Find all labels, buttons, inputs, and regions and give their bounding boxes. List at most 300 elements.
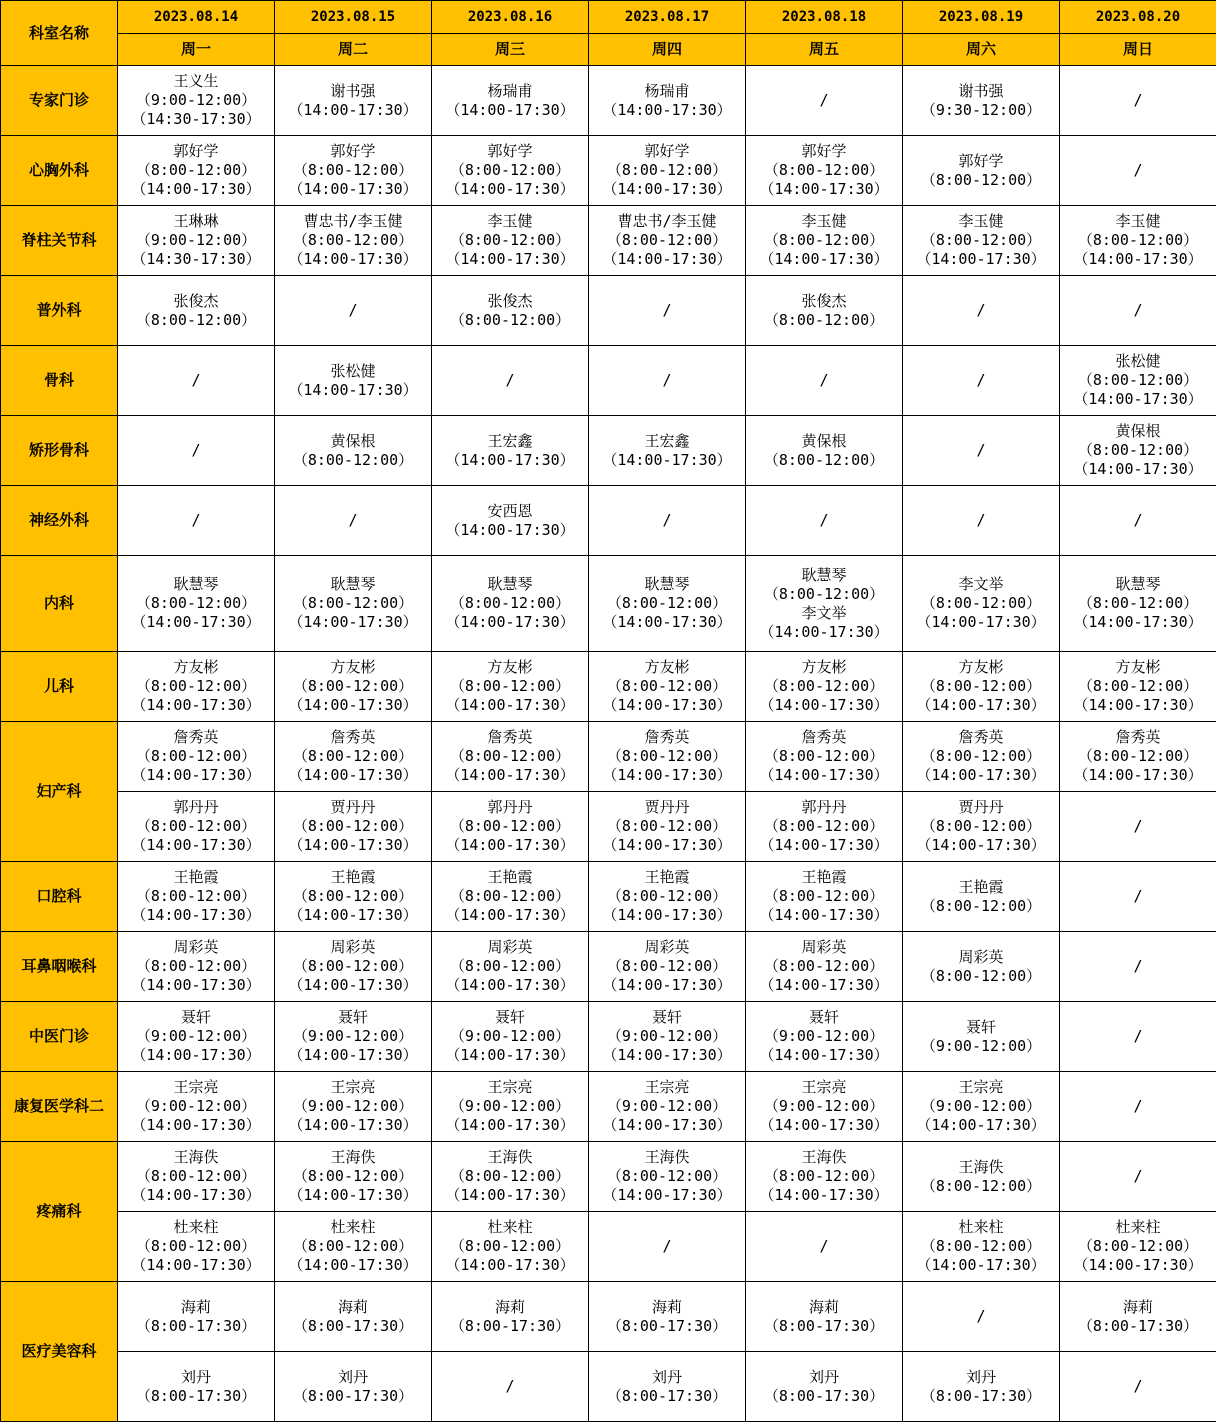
time-slot: （8:00-12:00） [1060,594,1216,613]
schedule-row [1,1002,1216,1072]
doctor-name: / [903,1307,1059,1326]
time-slot: （8:00-12:00） [432,747,588,766]
doctor-name: 王宗亮 [432,1078,588,1097]
doctor-name: 王海佚 [432,1148,588,1167]
time-slot: （14:00-17:30） [1060,460,1216,479]
schedule-cell [746,1282,903,1352]
time-slot: （14:00-17:30） [275,1256,431,1275]
schedule-cell [432,932,589,1002]
time-slot: （8:00-17:30） [903,1387,1059,1406]
doctor-name: 聂轩 [589,1008,745,1027]
doctor-name: / [118,371,274,390]
doctor-name: / [1060,1027,1216,1046]
time-slot: （14:00-17:30） [903,613,1059,632]
schedule-cell [432,1282,589,1352]
schedule-row [1,486,1216,556]
doctor-name: 周彩英 [746,938,902,957]
doctor-name: 方友彬 [746,658,902,677]
doctor-name: 王艳霞 [746,868,902,887]
time-slot: （14:00-17:30） [275,976,431,995]
weekday-header: 周二 [275,34,432,66]
schedule-cell [903,416,1060,486]
doctor-name: 杨瑞甫 [589,82,745,101]
doctor-name: 郭好学 [746,142,902,161]
time-slot: （8:00-12:00） [275,887,431,906]
schedule-row [1,346,1216,416]
dept-header: 科室名称 [1,1,118,66]
doctor-name: / [589,301,745,320]
time-slot: （8:00-12:00） [1060,441,1216,460]
schedule-cell [118,792,275,862]
time-slot: （14:00-17:30） [589,613,745,632]
time-slot: （14:00-17:30） [432,1046,588,1065]
time-slot: （9:00-12:00） [589,1097,745,1116]
doctor-name: 张松健 [275,362,431,381]
time-slot: （9:00-12:00） [118,91,274,110]
time-slot: （14:00-17:30） [589,250,745,269]
doctor-name: / [1060,817,1216,836]
time-slot: （8:00-12:00） [746,747,902,766]
schedule-cell [275,1282,432,1352]
date-header: 2023.08.15 [275,1,432,34]
schedule-cell [275,416,432,486]
time-slot: （8:00-12:00） [432,957,588,976]
time-slot: （14:00-17:30） [746,1186,902,1205]
schedule-cell [746,206,903,276]
doctor-name: 方友彬 [903,658,1059,677]
schedule-cell [1060,1352,1216,1422]
time-slot: （9:00-12:00） [746,1097,902,1116]
schedule-cell [1060,206,1216,276]
doctor-name: / [432,371,588,390]
doctor-name: / [746,511,902,530]
time-slot: （8:00-12:00） [903,897,1059,916]
time-slot: （8:00-12:00） [903,231,1059,250]
doctor-name: 周彩英 [275,938,431,957]
doctor-name: 贾丹丹 [275,798,431,817]
doctor-name: / [589,371,745,390]
schedule-row [1,206,1216,276]
time-slot: （8:00-12:00） [118,161,274,180]
doctor-name: 王艳霞 [118,868,274,887]
time-slot: （14:00-17:30） [118,1186,274,1205]
time-slot: （8:00-12:00） [275,451,431,470]
time-slot: （14:00-17:30） [275,766,431,785]
schedule-row [1,276,1216,346]
doctor-name: 詹秀英 [589,728,745,747]
time-slot: （8:00-12:00） [118,677,274,696]
schedule-cell [1060,932,1216,1002]
schedule-cell [589,1212,746,1282]
doctor-name: 詹秀英 [903,728,1059,747]
doctor-name: 王艳霞 [589,868,745,887]
time-slot: （14:00-17:30） [589,976,745,995]
time-slot: （14:00-17:30） [432,1186,588,1205]
schedule-cell [903,346,1060,416]
time-slot: （8:00-12:00） [432,817,588,836]
time-slot: （14:00-17:30） [1060,696,1216,715]
schedule-cell [589,722,746,792]
doctor-name: 张俊杰 [118,292,274,311]
schedule-cell [118,1212,275,1282]
schedule-cell [432,136,589,206]
schedule-row [1,556,1216,652]
doctor-name: / [1060,887,1216,906]
schedule-cell [746,556,903,652]
schedule-cell [589,1352,746,1422]
schedule-cell [746,486,903,556]
time-slot: （14:00-17:30） [589,1186,745,1205]
time-slot: （8:00-12:00） [275,817,431,836]
schedule-cell [1060,1072,1216,1142]
doctor-name: 聂轩 [118,1008,274,1027]
doctor-name: / [1060,161,1216,180]
schedule-cell [275,346,432,416]
schedule-cell [275,276,432,346]
schedule-cell [118,862,275,932]
schedule-cell [432,206,589,276]
doctor-name: 杜来柱 [1060,1218,1216,1237]
schedule-cell [903,792,1060,862]
doctor-name: 张松健 [1060,352,1216,371]
department-name: 脊柱关节科 [1,206,118,276]
doctor-name: 郭好学 [275,142,431,161]
time-slot: （14:00-17:30） [746,906,902,925]
time-slot: （8:00-12:00） [746,311,902,330]
doctor-name: 王宏鑫 [589,432,745,451]
time-slot: （14:00-17:30） [1060,390,1216,409]
time-slot: （14:00-17:30） [589,101,745,120]
schedule-cell [118,1072,275,1142]
time-slot: （14:00-17:30） [275,696,431,715]
time-slot: （8:00-12:00） [746,451,902,470]
time-slot: （14:00-17:30） [432,250,588,269]
time-slot: （9:00-12:00） [118,1097,274,1116]
time-slot: （8:00-12:00） [275,594,431,613]
doctor-name: 詹秀英 [432,728,588,747]
time-slot: （14:00-17:30） [903,1256,1059,1275]
time-slot: （14:00-17:30） [275,250,431,269]
time-slot: （8:00-12:00） [118,1237,274,1256]
schedule-cell [746,1002,903,1072]
doctor-name: 周彩英 [589,938,745,957]
schedule-cell [432,556,589,652]
time-slot: （8:00-12:00） [118,311,274,330]
time-slot: （8:00-12:00） [275,747,431,766]
weekday-header: 周三 [432,34,589,66]
schedule-cell [118,206,275,276]
schedule-cell [432,416,589,486]
department-name: 神经外科 [1,486,118,556]
time-slot: （8:00-17:30） [275,1317,431,1336]
time-slot: （8:00-17:30） [746,1387,902,1406]
time-slot: （8:00-17:30） [118,1387,274,1406]
doctor-name: 刘丹 [275,1368,431,1387]
schedule-cell [275,932,432,1002]
time-slot: （8:00-17:30） [432,1317,588,1336]
schedule-cell [118,66,275,136]
schedule-cell [118,1352,275,1422]
schedule-cell [432,862,589,932]
schedule-cell [1060,136,1216,206]
doctor-name: 张俊杰 [432,292,588,311]
time-slot: （8:00-17:30） [589,1317,745,1336]
schedule-cell [746,1072,903,1142]
time-slot: （14:00-17:30） [589,180,745,199]
time-slot: （8:00-12:00） [746,161,902,180]
time-slot: （9:30-12:00） [903,101,1059,120]
doctor-name: 耿慧琴 [275,575,431,594]
schedule-row [1,722,1216,792]
date-header: 2023.08.17 [589,1,746,34]
time-slot: （14:00-17:30） [118,976,274,995]
time-slot: （9:00-12:00） [432,1027,588,1046]
schedule-cell [432,66,589,136]
schedule-cell [1060,556,1216,652]
time-slot: （9:00-12:00） [903,1037,1059,1056]
time-slot: （8:00-12:00） [589,957,745,976]
doctor-name: 海莉 [589,1298,745,1317]
schedule-row [1,66,1216,136]
time-slot: （8:00-17:30） [275,1387,431,1406]
doctor-name: 刘丹 [746,1368,902,1387]
schedule-cell [432,486,589,556]
schedule-cell [1060,1142,1216,1212]
time-slot: （14:30-17:30） [118,250,274,269]
time-slot: （14:00-17:30） [118,836,274,855]
doctor-name: 聂轩 [275,1008,431,1027]
time-slot: （14:00-17:30） [275,1046,431,1065]
doctor-name: 方友彬 [1060,658,1216,677]
department-name: 耳鼻咽喉科 [1,932,118,1002]
schedule-cell [746,346,903,416]
time-slot: （8:00-12:00） [746,1167,902,1186]
doctor-name: 李玉健 [432,212,588,231]
time-slot: （8:00-12:00） [589,887,745,906]
schedule-cell [589,276,746,346]
time-slot: （8:00-12:00） [903,1237,1059,1256]
doctor-name: 王艳霞 [432,868,588,887]
time-slot: （8:00-12:00） [746,585,902,604]
doctor-name: 方友彬 [118,658,274,677]
doctor-name: 王海佚 [589,1148,745,1167]
schedule-cell [1060,862,1216,932]
time-slot: （8:00-12:00） [275,231,431,250]
time-slot: （8:00-12:00） [746,677,902,696]
time-slot: （14:00-17:30） [275,180,431,199]
time-slot: （14:00-17:30） [432,613,588,632]
doctor-name: 刘丹 [589,1368,745,1387]
time-slot: 李文举 [746,604,902,623]
schedule-cell [118,1142,275,1212]
doctor-name: 黄保根 [1060,422,1216,441]
doctor-name: 王海佚 [903,1158,1059,1177]
date-header: 2023.08.14 [118,1,275,34]
schedule-cell [589,416,746,486]
time-slot: （14:00-17:30） [118,1116,274,1135]
time-slot: （8:00-12:00） [589,161,745,180]
time-slot: （14:00-17:30） [118,613,274,632]
schedule-cell [275,1142,432,1212]
doctor-name: 王艳霞 [275,868,431,887]
schedule-cell [118,932,275,1002]
doctor-name: / [903,441,1059,460]
schedule-cell [589,932,746,1002]
schedule-cell [118,276,275,346]
doctor-name: / [903,511,1059,530]
schedule-cell [589,346,746,416]
doctor-name: / [275,301,431,320]
schedule-cell [118,346,275,416]
doctor-name: / [589,1237,745,1256]
time-slot: （8:00-12:00） [903,817,1059,836]
schedule-row [1,1352,1216,1422]
doctor-name: 杜来柱 [903,1218,1059,1237]
schedule-cell [903,1212,1060,1282]
time-slot: （8:00-17:30） [746,1317,902,1336]
doctor-name: 聂轩 [432,1008,588,1027]
doctor-name: / [1060,957,1216,976]
schedule-cell [589,1142,746,1212]
time-slot: （14:00-17:30） [746,976,902,995]
schedule-cell [903,722,1060,792]
schedule-cell [746,792,903,862]
time-slot: （14:00-17:30） [118,696,274,715]
schedule-cell [1060,792,1216,862]
time-slot: （14:00-17:30） [432,180,588,199]
schedule-cell [432,276,589,346]
doctor-name: 王义生 [118,72,274,91]
time-slot: （14:00-17:30） [589,696,745,715]
doctor-name: 方友彬 [589,658,745,677]
schedule-cell [746,66,903,136]
doctor-name: 海莉 [118,1298,274,1317]
doctor-name: 詹秀英 [275,728,431,747]
schedule-cell [903,136,1060,206]
time-slot: （8:00-17:30） [1060,1317,1216,1336]
schedule-cell [903,276,1060,346]
schedule-cell [746,276,903,346]
time-slot: （8:00-12:00） [118,1167,274,1186]
schedule-cell [118,416,275,486]
schedule-row [1,932,1216,1002]
department-name: 心胸外科 [1,136,118,206]
schedule-cell [903,1352,1060,1422]
time-slot: （14:00-17:30） [746,1046,902,1065]
time-slot: （8:00-12:00） [432,1167,588,1186]
time-slot: （8:00-12:00） [589,817,745,836]
schedule-cell [275,136,432,206]
time-slot: （14:00-17:30） [1060,1256,1216,1275]
schedule-cell [903,66,1060,136]
doctor-name: 贾丹丹 [903,798,1059,817]
schedule-cell [275,792,432,862]
time-slot: （8:00-12:00） [903,1177,1059,1196]
doctor-name: 曹忠书/李玉健 [275,212,431,231]
doctor-name: 海莉 [275,1298,431,1317]
doctor-name: 方友彬 [432,658,588,677]
time-slot: （8:00-12:00） [1060,747,1216,766]
doctor-name: 王宏鑫 [432,432,588,451]
time-slot: （14:00-17:30） [746,696,902,715]
schedule-cell [432,1072,589,1142]
time-slot: （14:00-17:30） [903,836,1059,855]
schedule-cell [746,1212,903,1282]
doctor-name: 周彩英 [903,948,1059,967]
schedule-cell [589,1002,746,1072]
time-slot: （14:00-17:30） [432,1256,588,1275]
doctor-name: / [118,441,274,460]
doctor-name: 李玉健 [1060,212,1216,231]
schedule-cell [118,486,275,556]
schedule-cell [118,1282,275,1352]
department-name: 康复医学科二 [1,1072,118,1142]
schedule-cell [432,346,589,416]
schedule-cell [1060,276,1216,346]
schedule-cell [903,1282,1060,1352]
time-slot: （8:00-12:00） [275,161,431,180]
schedule-cell [589,862,746,932]
time-slot: （14:00-17:30） [903,766,1059,785]
doctor-name: / [746,371,902,390]
time-slot: （8:00-12:00） [275,1237,431,1256]
schedule-cell [118,652,275,722]
time-slot: （9:00-12:00） [903,1097,1059,1116]
doctor-name: / [746,91,902,110]
time-slot: （9:00-12:00） [589,1027,745,1046]
schedule-row [1,792,1216,862]
doctor-name: 詹秀英 [746,728,902,747]
time-slot: （9:00-12:00） [746,1027,902,1046]
doctor-name: 李玉健 [903,212,1059,231]
time-slot: （14:00-17:30） [432,521,588,540]
date-header: 2023.08.20 [1060,1,1216,34]
time-slot: （14:00-17:30） [746,250,902,269]
schedule-row [1,1072,1216,1142]
schedule-cell [432,1212,589,1282]
schedule-cell [746,862,903,932]
schedule-cell [118,136,275,206]
department-name: 疼痛科 [1,1142,118,1282]
schedule-cell [118,556,275,652]
date-header: 2023.08.19 [903,1,1060,34]
doctor-name: 黄保根 [275,432,431,451]
weekday-header: 周日 [1060,34,1216,66]
time-slot: （8:00-12:00） [432,594,588,613]
schedule-cell [1060,1282,1216,1352]
doctor-name: 王宗亮 [589,1078,745,1097]
doctor-name: 海莉 [746,1298,902,1317]
time-slot: （14:00-17:30） [118,766,274,785]
schedule-row [1,416,1216,486]
schedule-cell [903,1002,1060,1072]
doctor-name: 耿慧琴 [432,575,588,594]
doctor-name: 李玉健 [746,212,902,231]
doctor-name: 周彩英 [118,938,274,957]
time-slot: （14:00-17:30） [746,836,902,855]
time-slot: （8:00-12:00） [275,1167,431,1186]
time-slot: （14:00-17:30） [432,101,588,120]
schedule-cell [903,556,1060,652]
schedule-cell [746,932,903,1002]
doctor-name: 海莉 [432,1298,588,1317]
time-slot: （14:00-17:30） [589,906,745,925]
doctor-name: 贾丹丹 [589,798,745,817]
weekday-header: 周六 [903,34,1060,66]
doctor-name: 耿慧琴 [746,566,902,585]
doctor-name: 曹忠书/李玉健 [589,212,745,231]
time-slot: （14:00-17:30） [746,766,902,785]
